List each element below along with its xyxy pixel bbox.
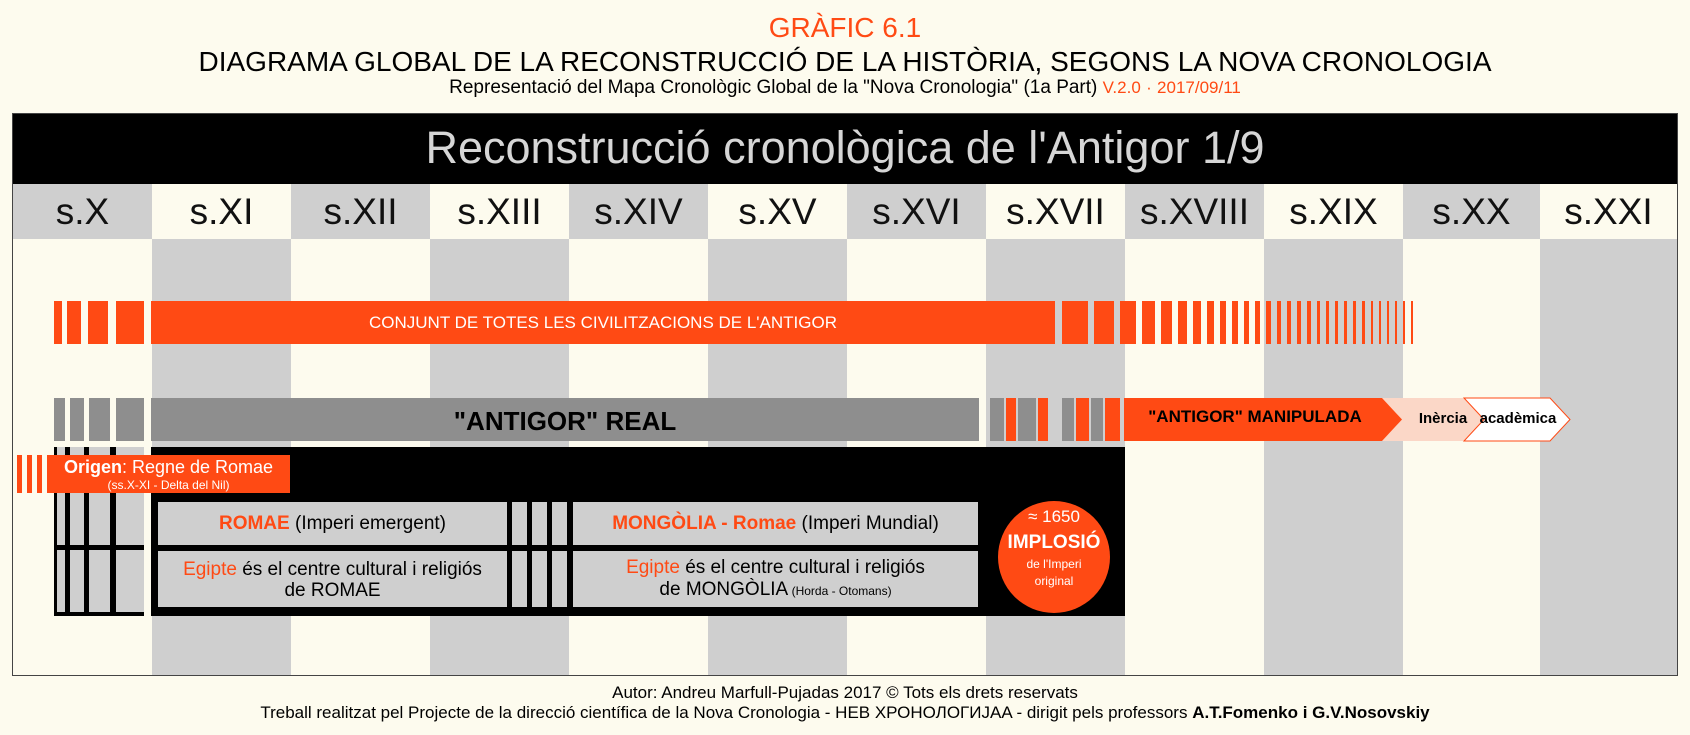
- timeline-dash: [1018, 398, 1036, 441]
- century-label: s.XXI: [1540, 184, 1677, 239]
- timeline-dash: [1379, 301, 1381, 344]
- author-credit: Autor: Andreu Marfull-Pujadas 2017 © Tots els drets reservats: [612, 683, 1078, 702]
- subtitle-text: Representació del Mapa Cronològic Global de la "Nova Cronologia" (1a Part): [449, 77, 1098, 98]
- inertia-label-a: Inèrcia: [1418, 410, 1468, 427]
- timeline-dash: [1255, 301, 1260, 344]
- chart-number: GRÀFIC 6.1: [768, 12, 922, 43]
- timeline-dash: [1362, 301, 1365, 344]
- timeline-dash: [1371, 301, 1373, 344]
- timeline-dash: [1297, 301, 1301, 344]
- mongolia-line2b: (Horda - Otomans): [788, 584, 892, 598]
- real-antiquity-bar: [151, 398, 979, 441]
- timeline-dash: [1344, 301, 1347, 344]
- mongolia-box: [573, 502, 978, 545]
- timeline-dash: [1266, 301, 1271, 344]
- timeline-dash: [116, 301, 144, 344]
- romae-egypt: Egipte: [183, 559, 237, 580]
- timeline-dash: [1161, 301, 1172, 344]
- timeline-dash: [1094, 301, 1114, 344]
- civilizations-bar: [151, 301, 1055, 344]
- romae-desc: (Imperi emergent): [289, 513, 446, 534]
- romae-box: [158, 502, 507, 545]
- timeline-dash: [1287, 301, 1291, 344]
- timeline-dash: [1076, 398, 1089, 441]
- mongolia-line2a: de MONGÒLIA: [659, 579, 789, 600]
- origin-title: [47, 457, 290, 478]
- century-label: s.X: [13, 184, 152, 239]
- mongolia-egypt-box: [573, 551, 978, 607]
- mongolia-name: MONGÒLIA - Romae: [612, 513, 797, 534]
- inertia-label-b: acadèmica: [1479, 410, 1557, 427]
- timeline-dash: [1006, 398, 1016, 441]
- timeline-dash: [1120, 301, 1136, 344]
- timeline-dash: [1317, 301, 1320, 344]
- project-text: Treball realitzat pel Projecte de la direcció científica de la Nova Cronologia - НЕВ ХРОНОЛОГИJAA - dirigit pels professors: [260, 703, 1188, 722]
- implosion-year: ≈ 1650: [1028, 507, 1080, 526]
- century-label: s.XV: [708, 184, 847, 239]
- timeline-dash: [1178, 301, 1187, 344]
- timeline-dash: [1411, 301, 1413, 344]
- romae-egypt-box: [158, 551, 507, 607]
- timeline-dash: [1193, 301, 1201, 344]
- mongolia-egypt: Egipte: [626, 557, 680, 578]
- professors: A.T.Fomenko i G.V.Nosovskiy: [1192, 703, 1430, 722]
- timeline-dash: [89, 398, 110, 441]
- century-label: s.XII: [291, 184, 430, 239]
- romae-name: ROMAE: [218, 513, 290, 534]
- timeline-dash: [1244, 301, 1249, 344]
- timeline-dash: [67, 301, 81, 344]
- romae-line2: de ROMAE: [284, 580, 381, 601]
- timeline-dash: [1395, 301, 1397, 344]
- mongolia-desc: (Imperi Mundial): [796, 513, 939, 534]
- version-label: V.2.0: [1102, 78, 1141, 97]
- timeline-dash: [27, 455, 32, 493]
- timeline-dash: [1307, 301, 1311, 344]
- origin-rest: : Regne de Romae: [121, 457, 274, 477]
- date-label: 2017/09/11: [1157, 78, 1241, 97]
- implosion-sub1: de l'Imperi: [1026, 557, 1082, 571]
- timeline-dash: [552, 502, 567, 607]
- timeline-dash: [1335, 301, 1338, 344]
- timeline-dash: [54, 398, 65, 441]
- romae-line1: és el centre cultural i religiós: [236, 559, 482, 580]
- timeline-dash: [116, 398, 144, 441]
- timeline-dash: [1062, 301, 1088, 344]
- timeline-dash: [1105, 398, 1120, 441]
- century-label: s.XIII: [430, 184, 569, 239]
- timeline-dash: [37, 455, 42, 493]
- timeline-dash: [1207, 301, 1214, 344]
- timeline-dash: [1326, 301, 1329, 344]
- mongolia-line1: és el centre cultural i religiós: [679, 557, 925, 578]
- timeline-dash: [1353, 301, 1356, 344]
- timeline-dash: [1062, 398, 1074, 441]
- project-credit: [0, 703, 1690, 723]
- timeline-dash: [512, 502, 527, 607]
- timeline-dash: [17, 455, 22, 493]
- section-banner: Reconstrucció cronològica de l'Antigor 1/9: [13, 114, 1677, 184]
- century-label: s.XVII: [986, 184, 1125, 239]
- timeline-dash: [1387, 301, 1389, 344]
- century-label: s.XVI: [847, 184, 986, 239]
- timeline-dash: [1277, 301, 1281, 344]
- origin-sub: (ss.X-XI - Delta del Nil): [107, 478, 230, 492]
- timeline-dash: [532, 502, 547, 607]
- divider: [54, 545, 144, 550]
- timeline-dash: [990, 398, 1004, 441]
- timeline-dash: [1091, 398, 1103, 441]
- divider: [507, 545, 573, 551]
- origin-label: Origen: [63, 457, 122, 477]
- century-label: s.XX: [1403, 184, 1540, 239]
- page-title: DIAGRAMA GLOBAL DE LA RECONSTRUCCIÓ DE LA HISTÒRIA, SEGONS LA NOVA CRONOLOGIA: [198, 46, 1492, 77]
- real-antiquity-label: "ANTIGOR" REAL: [453, 406, 677, 436]
- separator: ·: [1146, 78, 1152, 97]
- manipulated-label: "ANTIGOR" MANIPULADA: [1148, 407, 1362, 426]
- century-label: s.XI: [152, 184, 291, 239]
- timeline-dash: [54, 301, 62, 344]
- implosion-sub2: original: [1034, 574, 1074, 588]
- timeline-dash: [70, 398, 84, 441]
- century-label: s.XIV: [569, 184, 708, 239]
- page-subtitle: [0, 77, 1690, 99]
- timeline-dash: [1403, 301, 1405, 344]
- timeline-dash: [1142, 301, 1155, 344]
- timeline-dash: [1232, 301, 1238, 344]
- implosion-word: IMPLOSIÓ: [1007, 532, 1101, 553]
- timeline-dash: [1038, 398, 1048, 441]
- timeline-dash: [88, 301, 108, 344]
- century-label: s.XIX: [1264, 184, 1403, 239]
- civilizations-label: CONJUNT DE TOTES LES CIVILITZACIONS DE L'ANTIGOR: [369, 313, 837, 332]
- timeline-dash: [1220, 301, 1226, 344]
- century-label: s.XVIII: [1125, 184, 1264, 239]
